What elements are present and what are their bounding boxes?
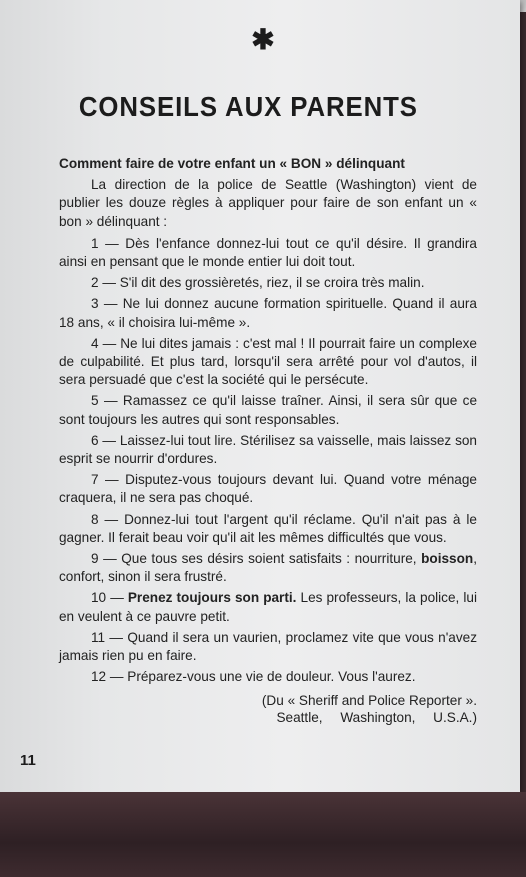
rule-2: 2 — S'il dit des grossièretés, riez, il se croira très malin. xyxy=(91,275,425,291)
rule-4: 4 — Ne lui dites jamais : c'est mal ! Il pourrait faire un complexe de culpabilité. Et plus tard, lorsqu'il sera arrêté pour vol d'autos, il sera persuadé que c'est la société qui le persécute. xyxy=(59,335,477,388)
table-surface xyxy=(0,792,526,877)
rule-10-emphasis: Prenez toujours son parti. xyxy=(127,590,297,606)
intro-paragraph: La direction de la police de Seattle (Washington) vient de publier les douze règles à appliquer pour faire de son enfant un « bon » délinquant : xyxy=(59,177,477,229)
rule-7: 7 — Disputez-vous toujours devant lui. Quand votre ménage craquera, il ne sera pas choqué. xyxy=(59,472,477,506)
rule-12: 12 — Préparez-vous une vie de douleur. Vous l'aurez. xyxy=(91,669,416,685)
article-body xyxy=(59,155,477,726)
page-title: CONSEILS AUX PARENTS xyxy=(78,91,418,122)
source-line-1: (Du « Sheriff and Police Reporter ». xyxy=(261,693,477,709)
rule-3: 3 — Ne lui donnez aucune formation spirituelle. Quand il aura 18 ans, « il choisira lui-même ». xyxy=(59,296,477,330)
rule-9-emphasis: boisson xyxy=(421,551,474,567)
rule-6: 6 — Laissez-lui tout lire. Stérilisez sa vaisselle, mais laissez son esprit se nourrir d'ordures. xyxy=(59,432,477,467)
rule-1: 1 — Dès l'enfance donnez-lui tout ce qu'il désire. Il grandira ainsi en pensant que le monde entier lui doit tout. xyxy=(59,235,477,270)
rule-5: 5 — Ramassez ce qu'il laisse traîner. Ainsi, il sera sûr que ce sont toujours les autres qui sont responsables. xyxy=(59,393,477,427)
rule-10-end: Les professeurs, la police, lui en veulent à ce pauvre petit. xyxy=(59,590,477,624)
rule-9-end: , confort, sinon il sera frustré. xyxy=(59,551,477,585)
asterisk-ornament-icon: ✱ xyxy=(251,24,275,55)
rule-10-start: 10 — xyxy=(91,590,128,606)
rule-11: 11 — Quand il sera un vaurien, proclamez vite que vous n'avez jamais rien pu en faire. xyxy=(59,629,477,664)
rule-9 xyxy=(59,550,477,586)
article-subtitle: Comment faire de votre enfant un « BON » délinquant xyxy=(59,156,405,171)
rule-8: 8 — Donnez-lui tout l'argent qu'il réclame. Qu'il n'ait pas à le gagner. Il ferait beau voir qu'il ait les mêmes difficultés que vous. xyxy=(59,511,477,545)
rule-10 xyxy=(59,589,477,625)
source-citation xyxy=(59,692,477,726)
source-line-2: Seattle, Washington, U.S.A.) xyxy=(276,710,477,726)
rule-9-start: 9 — Que tous ses désirs soient satisfaits : nourriture, xyxy=(91,551,422,567)
page-number: 11 xyxy=(20,752,36,769)
